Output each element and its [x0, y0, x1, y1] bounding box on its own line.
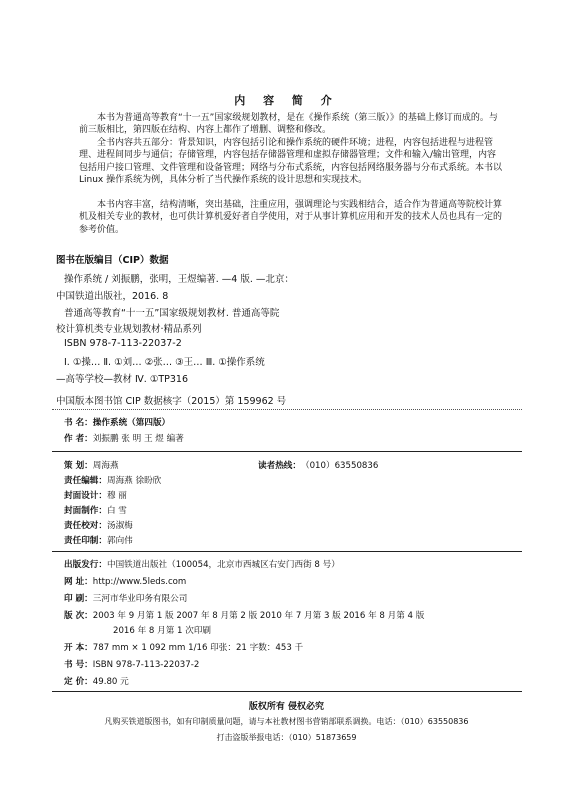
price-value: 49.80 元 — [92, 677, 129, 687]
edition-value: 2003 年 9 月第 1 版 2007 年 8 月第 2 版 2010 年 7 月第 3 版 2016 年 8 月第 4 版 — [92, 611, 425, 621]
publisher-label: 出版发行： — [64, 560, 107, 570]
book-author-label: 作 者： — [64, 434, 93, 444]
cip-line-5: ISBN 978-7-113-22037-2 — [64, 338, 182, 349]
proof-row — [64, 519, 133, 531]
printer-row — [64, 592, 187, 604]
summary-paragraph-1: 本书为普通高等教育“十一五”国家级规划教材，是在《操作系统（第三版）》的基础上修订而成的。与前三版相比，第四版在结构、内容上都作了增删、调整和修改。 — [79, 113, 498, 136]
cip-line-1: 操作系统 / 刘振鹏，张明，王煜编著. —4 版. —北京： — [64, 274, 294, 285]
rights-notice: 版权所有 侵权必究 — [248, 702, 325, 712]
cip-heading: 图书在版编目（CIP）数据 — [56, 255, 169, 266]
web-value: http://www.5leds.com — [92, 577, 187, 587]
printer-label: 印 刷： — [64, 594, 93, 604]
editor-value: 周海燕 徐盼欣 — [106, 476, 162, 486]
cip-line-7: —高等学校—教材 Ⅳ. ①TP316 — [56, 374, 189, 385]
proof-value: 汤淑梅 — [106, 521, 133, 531]
price-row — [64, 675, 129, 687]
quality-notice: 凡购买铁道版图书，如有印制质量问题，请与本社教材图书营销部联系调换。电话：（010）63550836 — [104, 717, 469, 726]
format-row — [64, 641, 303, 653]
web-row — [64, 575, 186, 587]
price-label: 定 价： — [64, 677, 93, 687]
cover-make-value: 白 雪 — [106, 506, 127, 516]
cover-design-row — [64, 489, 127, 501]
format-value: 787 mm × 1 092 mm 1/16 印张：21 字数：453 千 — [92, 643, 304, 653]
divider — [52, 551, 522, 552]
piracy-report: 打击盗版举报电话：（010）51873659 — [216, 733, 357, 742]
hotline-value: （010）63550836 — [300, 461, 379, 471]
cip-line-6: Ⅰ. ①操… Ⅱ. ①刘… ②张… ③王… Ⅲ. ①操作系统 — [64, 357, 265, 368]
book-title-row — [64, 416, 170, 428]
book-title-label: 书 名： — [64, 418, 93, 428]
cip-line-2: 中国铁道出版社，2016. 8 — [56, 291, 169, 302]
isbn-label: 书 号： — [64, 660, 93, 670]
summary-paragraph-2: 全书内容共五部分：背景知识，内容包括引论和操作系统的硬件环境；进程，内容包括进程与进程管理、进程间同步与通信；存储管理，内容包括存储器管理和虚拟存储器管理；文件和输入/输出管理，内容包括用户接口管理、文件管理和设备管理；网络与分布式系统，内容包括网络服务器与分布式系统。本书以 Linux 操作系统为例，具体分析了当代操作系统的设计思想和实现技术。 — [79, 138, 503, 186]
planner-label: 策 划： — [64, 461, 93, 471]
print-label: 责任印制： — [64, 536, 107, 546]
planner-value: 周海燕 — [92, 461, 119, 471]
planner-row — [64, 459, 119, 471]
editor-label: 责任编辑： — [64, 476, 107, 486]
format-label: 开 本： — [64, 643, 93, 653]
publisher-value: 中国铁道出版社（100054，北京市西城区右安门西街 8 号） — [106, 560, 340, 570]
edition-row-2: 2016 年 8 月第 1 次印刷 — [113, 626, 212, 636]
cip-line-3: 普通高等教育“十一五”国家级规划教材. 普通高等院 — [64, 308, 280, 319]
printer-value: 三河市华业印务有限公司 — [92, 594, 188, 604]
print-value: 郭向伟 — [106, 536, 133, 546]
isbn-row — [64, 658, 199, 670]
book-author-value: 刘振鹏 张 明 王 煜 编著 — [92, 434, 184, 444]
proof-label: 责任校对： — [64, 521, 107, 531]
edition-row — [64, 609, 424, 621]
hotline-row — [258, 459, 378, 471]
divider — [52, 409, 522, 410]
isbn-value: ISBN 978-7-113-22037-2 — [92, 660, 200, 670]
divider — [52, 691, 522, 692]
edition-label: 版 次： — [64, 611, 93, 621]
summary-title: 内 容 简 介 — [234, 94, 339, 107]
book-author-row — [64, 432, 184, 444]
cover-design-value: 穆 丽 — [106, 491, 127, 501]
cover-make-label: 封面制作： — [64, 506, 107, 516]
cip-line-4: 校计算机类专业规划教材·精品系列 — [56, 324, 202, 335]
book-title-value: 操作系统（第四版） — [92, 418, 171, 428]
cover-make-row — [64, 504, 127, 516]
cover-design-label: 封面设计： — [64, 491, 107, 501]
hotline-label: 读者热线： — [258, 461, 301, 471]
editor-row — [64, 474, 161, 486]
publisher-row — [64, 558, 340, 570]
cip-line-8: 中国版本图书馆 CIP 数据核字（2015）第 159962 号 — [56, 396, 287, 407]
print-row — [64, 534, 133, 546]
web-label: 网 址： — [64, 577, 93, 587]
summary-paragraph-3: 本书内容丰富，结构清晰，突出基础，注重应用，强调理论与实践相结合，适合作为普通高等院校计算机及相关专业的教材，也可供计算机爱好者自学使用，对于从事计算机应用和开发的技术人员也具有一定的参考价值。 — [79, 200, 503, 235]
divider — [52, 451, 522, 452]
